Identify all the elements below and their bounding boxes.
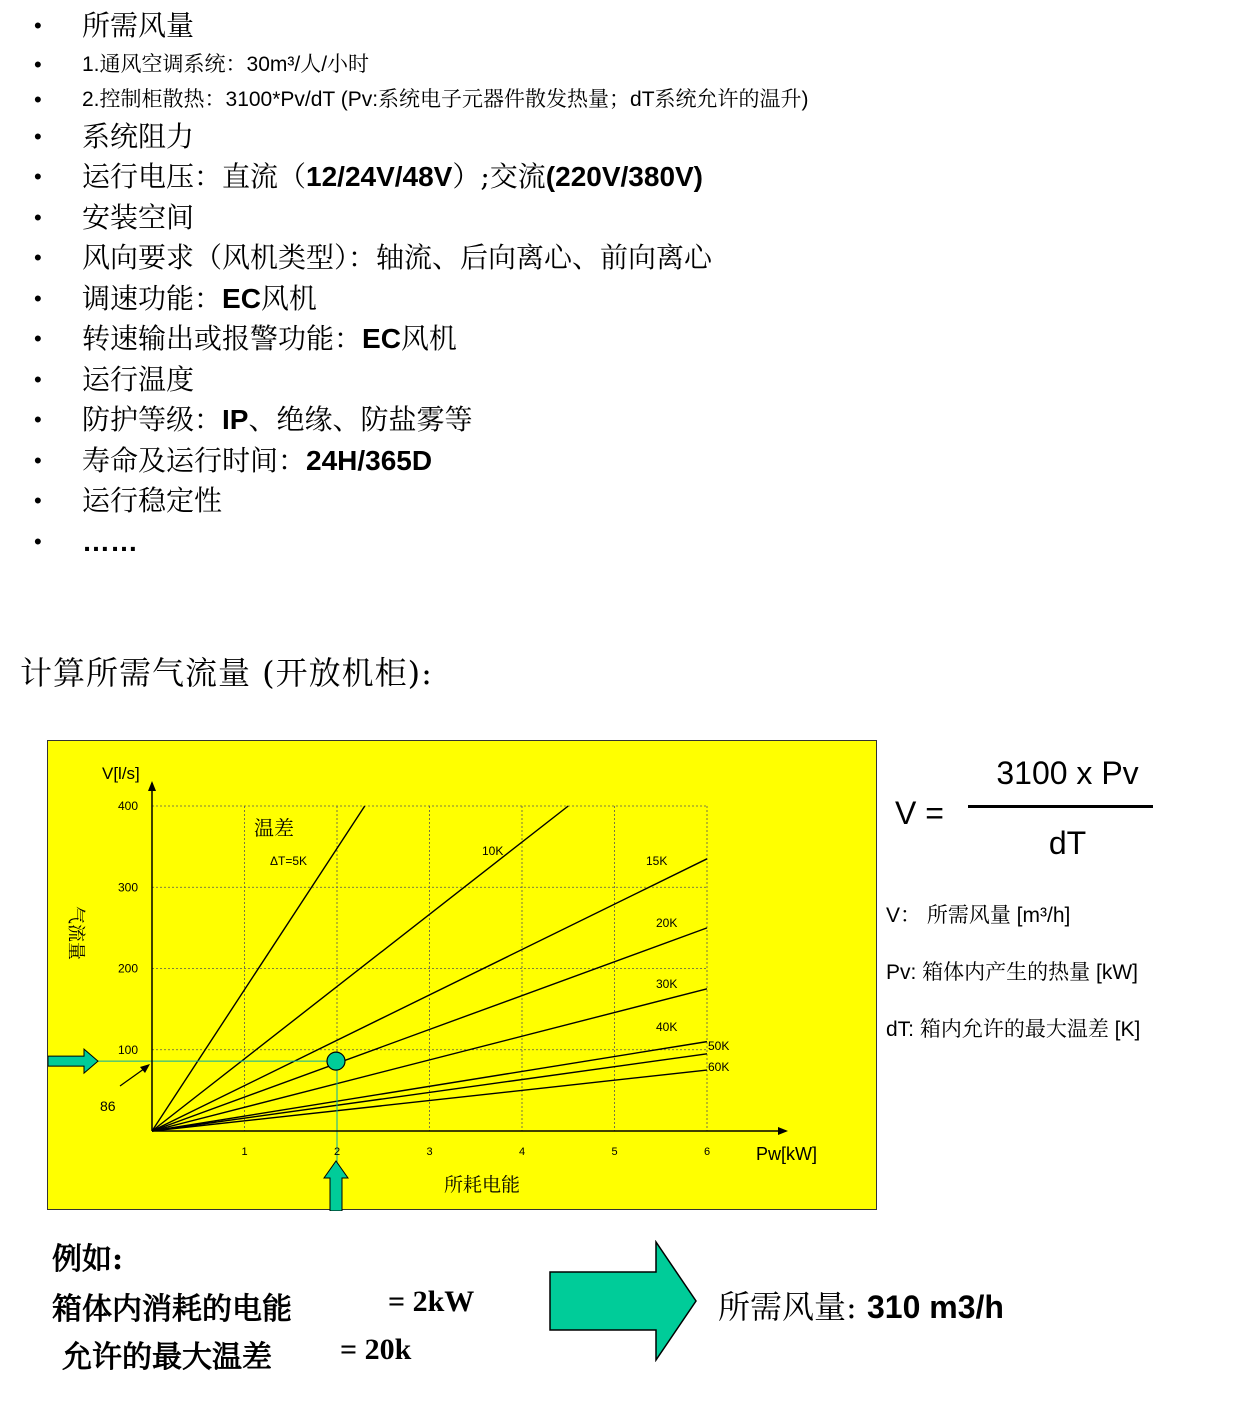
bullet-icon: • <box>34 407 42 432</box>
y-axis-label: 气流量 <box>66 906 86 960</box>
list-item: • 调速功能：EC风机 <box>30 279 1210 320</box>
list-item: • 运行电压：直流（12/24V/48V）;交流(220V/380V) <box>30 157 1210 198</box>
requirements-list <box>30 6 1210 562</box>
x-tick-label: 3 <box>426 1146 433 1158</box>
left-arrow-icon <box>48 1049 98 1073</box>
list-item: • 防护等级：IP、绝缘、防盐雾等 <box>30 400 1210 441</box>
bullet-icon: • <box>34 366 42 392</box>
example-heading: 例如: <box>52 1242 124 1277</box>
list-item: • 运行温度 <box>30 360 1210 401</box>
list-item: • 转速输出或报警功能：EC风机 <box>30 319 1210 360</box>
series-label: 40K <box>656 1020 678 1034</box>
x-axis-arrow-icon <box>778 1127 788 1135</box>
series-label: 50K <box>708 1039 730 1053</box>
bullet-icon: • <box>34 13 42 38</box>
bullet-icon: • <box>34 164 42 189</box>
list-item: • …… <box>30 522 1210 563</box>
airflow-chart <box>48 741 878 1211</box>
definition-pv: Pv: 箱体内产生的热量 [kW] <box>886 961 1138 984</box>
x-axis-unit: Pw[kW] <box>756 1144 817 1164</box>
list-item: • 2.控制柜散热：3100*Pv/dT (Pv:系统电子元器件散发热量；dT系统允许的温升) <box>30 82 1210 117</box>
list-item: • 寿命及运行时间：24H/365D <box>30 441 1210 482</box>
formula-numerator: 3100 x Pv <box>996 755 1139 791</box>
x-tick-label: 2 <box>333 1146 341 1158</box>
y-axis-unit: V[l/s] <box>102 764 140 783</box>
example-line2-value: = 20k <box>340 1333 412 1366</box>
series-label: ΔT=5K <box>270 854 308 868</box>
example-line1-value: = 2kW <box>388 1285 475 1318</box>
bullet-icon: • <box>34 245 42 270</box>
highlight-point <box>327 1052 345 1070</box>
list-item: • 运行稳定性 <box>30 481 1210 522</box>
list-item: • 1.通风空调系统：30m³/人/小时 <box>30 47 1210 82</box>
result-text: 所需风量: 310 m3/h <box>718 1288 1004 1326</box>
grid <box>152 806 707 1131</box>
definition-dt: dT: 箱内允许的最大温差 [K] <box>886 1018 1141 1041</box>
result-arrow-icon <box>548 1240 698 1362</box>
axes <box>148 781 788 1135</box>
list-item: • 安装空间 <box>30 198 1210 239</box>
definition-v: V： 所需风量 [m³/h] <box>886 904 1071 927</box>
series-label: 30K <box>656 977 678 991</box>
bullet-icon: • <box>34 51 42 77</box>
formula-denominator: dT <box>1048 825 1087 861</box>
bullet-icon: • <box>34 204 42 230</box>
y-tick-label: 200 <box>117 961 138 976</box>
bullet-icon: • <box>34 488 42 513</box>
series-label: 10K <box>482 844 504 858</box>
bottom-arrow-icon <box>324 1161 348 1211</box>
bullet-icon: • <box>34 123 42 149</box>
bullet-icon: • <box>34 447 42 473</box>
example-line2-label: 允许的最大温差 <box>62 1340 272 1375</box>
series-lines <box>48 806 707 1211</box>
bullet-icon: • <box>34 528 42 554</box>
airflow-formula <box>890 755 1220 875</box>
fraction-bar <box>968 805 1153 808</box>
list-item: • 所需风量 <box>30 6 1210 47</box>
y-tick-label: 300 <box>117 880 138 895</box>
y-tick-label: 400 <box>117 799 138 813</box>
bullet-icon: • <box>34 86 42 112</box>
annotation-arrow-icon <box>140 1064 150 1073</box>
x-tick-label: 1 <box>241 1146 248 1158</box>
series-label: 60K <box>708 1060 730 1074</box>
formula-lhs: V = <box>895 795 944 831</box>
list-item: • 风向要求（风机类型）：轴流、后向离心、前向离心 <box>30 238 1210 279</box>
series-label: 15K <box>646 854 668 868</box>
bullet-icon: • <box>34 285 42 311</box>
x-tick-label: 5 <box>611 1146 618 1158</box>
y-tick-label: 100 <box>117 1042 138 1057</box>
list-item: • 系统阻力 <box>30 117 1210 158</box>
annotation-label: 86 <box>100 1098 116 1114</box>
x-tick-label: 4 <box>518 1146 526 1158</box>
section-title: 计算所需气流量 (开放机柜): <box>20 654 433 692</box>
x-axis-label: 所耗电能 <box>444 1175 521 1196</box>
series-label: 20K <box>656 916 678 930</box>
x-tick-label: 6 <box>703 1146 711 1158</box>
chart-title: 温差 <box>254 818 294 840</box>
airflow-chart-panel <box>47 740 877 1210</box>
bullet-icon: • <box>34 326 42 351</box>
y-axis-arrow-icon <box>148 781 156 791</box>
example-line1-label: 箱体内消耗的电能 <box>52 1292 292 1327</box>
